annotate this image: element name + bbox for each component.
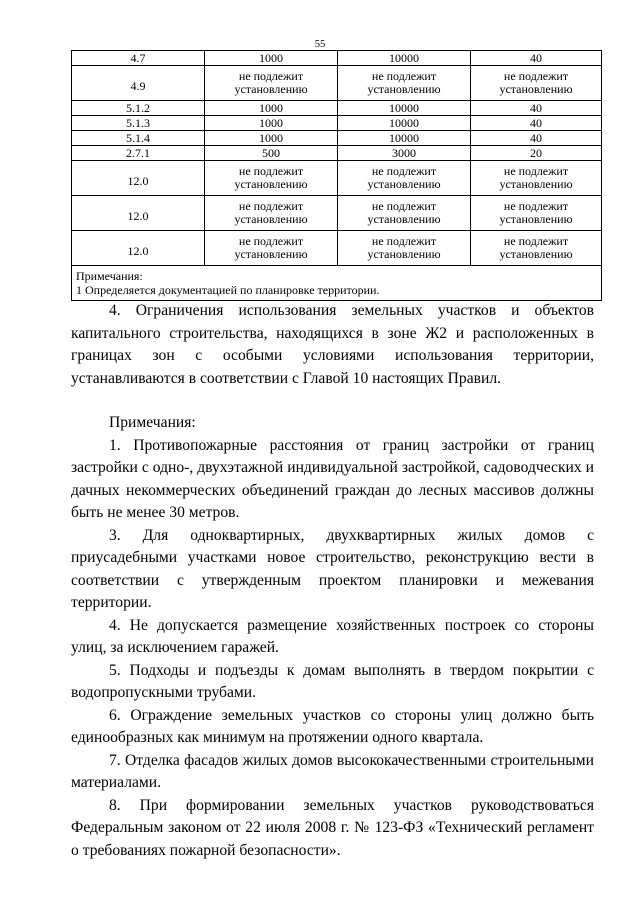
row-value-cell: 3000 — [338, 146, 471, 161]
row-value-cell — [338, 231, 471, 266]
table-notes — [72, 266, 602, 301]
limits-table-body — [72, 51, 602, 266]
table-notes-line: 1 Определяется документацией по планировке территории. — [76, 283, 380, 297]
row-value-cell: 10000 — [338, 116, 471, 131]
cell-text-line: установлению — [367, 247, 441, 261]
row-value-cell: 10000 — [338, 131, 471, 146]
row-value-cell — [338, 196, 471, 231]
notes-heading: Примечания: — [109, 414, 196, 431]
row-value-cell: 1000 — [205, 101, 338, 116]
table-row — [72, 116, 602, 131]
cell-text-line: не подлежит — [371, 199, 437, 213]
document-body — [71, 300, 594, 862]
table-row — [72, 231, 602, 266]
row-value-cell — [471, 231, 602, 266]
row-value-cell: 500 — [205, 146, 338, 161]
cell-text-line: установлению — [499, 177, 573, 191]
table-row — [72, 101, 602, 116]
row-code-cell: 4.9 — [72, 66, 205, 101]
row-value-cell — [205, 161, 338, 196]
cell-text-line: установлению — [367, 82, 441, 96]
cell-text-line: не подлежит — [371, 234, 437, 248]
cell-text-line: установлению — [499, 82, 573, 96]
row-value-cell: 40 — [471, 131, 602, 146]
cell-text-line: не подлежит — [238, 69, 304, 83]
cell-text-line: установлению — [367, 177, 441, 191]
cell-text-line: установлению — [367, 212, 441, 226]
note-5: 5. Подходы и подъезды к домам выполнять в твердом покрытии с водопропускными трубами. — [71, 661, 594, 701]
cell-text-line: установлению — [234, 82, 308, 96]
row-value-cell: 40 — [471, 116, 602, 131]
table-row — [72, 66, 602, 101]
row-code-cell: 2.7.1 — [72, 146, 205, 161]
row-value-cell: 1000 — [205, 116, 338, 131]
row-value-cell — [338, 161, 471, 196]
row-value-cell: 10000 — [338, 101, 471, 116]
row-code-cell: 5.1.2 — [72, 101, 205, 116]
table-row — [72, 196, 602, 231]
row-code-cell: 5.1.4 — [72, 131, 205, 146]
note-1: 1. Противопожарные расстояния от границ застройки от границ застройки с одно-, двухэтажной индивидуальной застройкой, садоводческих и дачных некоммерческих объединений граждан до лесных массивов должны быть не менее 30 метров. — [71, 436, 594, 521]
cell-text-line: установлению — [234, 177, 308, 191]
cell-text-line: не подлежит — [371, 69, 437, 83]
cell-text-line: установлению — [234, 247, 308, 261]
row-value-cell: 40 — [471, 101, 602, 116]
note-8: 8. При формировании земельных участков руководствоваться Федеральным законом от 22 июля 2008 г. № 123-ФЗ «Технический регламент о требованиях пожарной безопасности». — [71, 796, 594, 859]
row-value-cell — [205, 66, 338, 101]
note-7: 7. Отделка фасадов жилых домов высококачественными строительными материалами. — [71, 751, 594, 791]
note-3: 3. Для одноквартирных, двухквартирных жилых домов с приусадебными участками новое строительство, реконструкцию вести в соответствии с утвержденным проектом планировки и межевания территории. — [71, 526, 594, 611]
row-value-cell: 1000 — [205, 131, 338, 146]
row-value-cell: 20 — [471, 146, 602, 161]
cell-text-line: не подлежит — [371, 164, 437, 178]
section-4-paragraph: 4. Ограничения использования земельных участков и объектов капитального строительства, находящихся в зоне Ж2 и расположенных в границах зон с особыми условиями использования территории, устанавливаются в соответствии с Главой 10 настоящих Правил. — [71, 302, 594, 387]
cell-text-line: не подлежит — [238, 164, 304, 178]
table-row — [72, 161, 602, 196]
row-value-cell: 10000 — [338, 51, 471, 66]
row-code-cell: 12.0 — [72, 196, 205, 231]
cell-text-line: не подлежит — [503, 69, 569, 83]
row-value-cell — [471, 66, 602, 101]
row-code-cell: 4.7 — [72, 51, 205, 66]
note-6: 6. Ограждение земельных участков со стороны улиц должно быть единообразных как минимум на протяжении одного квартала. — [71, 706, 594, 746]
cell-text-line: не подлежит — [238, 234, 304, 248]
row-code-cell: 12.0 — [72, 231, 205, 266]
row-value-cell — [205, 196, 338, 231]
row-code-cell: 5.1.3 — [72, 116, 205, 131]
row-value-cell: 1000 — [205, 51, 338, 66]
cell-text-line: не подлежит — [503, 164, 569, 178]
row-value-cell — [471, 196, 602, 231]
row-code-cell: 12.0 — [72, 161, 205, 196]
row-value-cell: 40 — [471, 51, 602, 66]
cell-text-line: не подлежит — [238, 199, 304, 213]
cell-text-line: установлению — [499, 247, 573, 261]
table-row — [72, 131, 602, 146]
table-row — [72, 146, 602, 161]
row-value-cell — [205, 231, 338, 266]
cell-text-line: установлению — [234, 212, 308, 226]
cell-text-line: установлению — [499, 212, 573, 226]
row-value-cell — [338, 66, 471, 101]
page-number: 55 — [314, 39, 326, 50]
note-4: 4. Не допускается размещение хозяйственных построек со стороны улиц, за исключением гаражей. — [71, 616, 594, 656]
table-notes-title: Примечания: — [76, 269, 143, 283]
cell-text-line: не подлежит — [503, 234, 569, 248]
cell-text-line: не подлежит — [503, 199, 569, 213]
table-row — [72, 51, 602, 66]
limits-table — [71, 50, 602, 301]
row-value-cell — [471, 161, 602, 196]
